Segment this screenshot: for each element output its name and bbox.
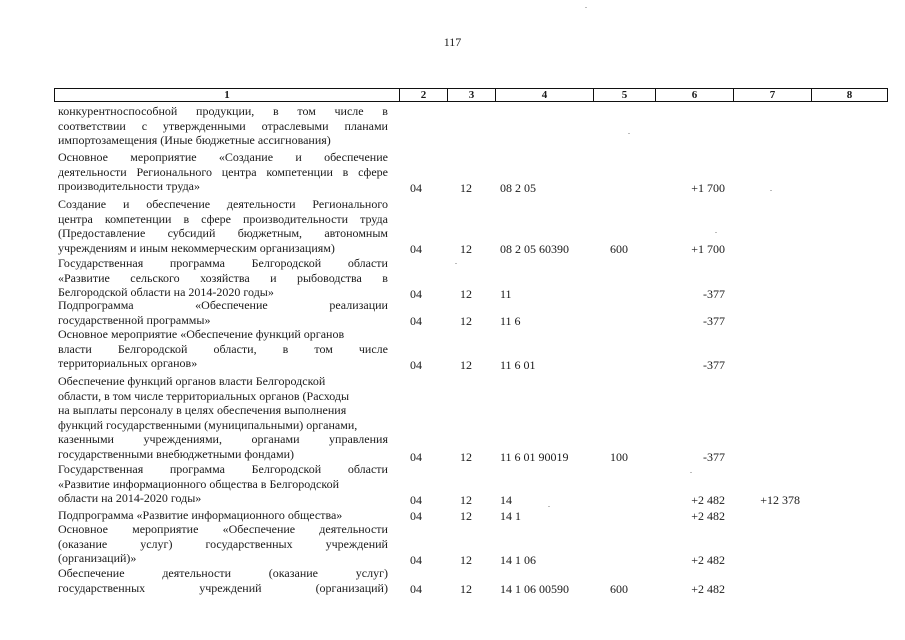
description-word: Регионального: [136, 164, 212, 179]
cell-col2: 04: [410, 287, 422, 301]
description-word: власти: [58, 341, 92, 356]
description-word: услуг): [355, 566, 388, 580]
description-word: реализации: [329, 298, 388, 312]
description-word: функций государственными (муниципальными) органами,: [58, 417, 358, 432]
description-word: Подпрограмма: [58, 298, 134, 312]
description-word: субсидий: [167, 226, 216, 241]
description-word: утвержденными: [162, 118, 246, 133]
description-word: Белгородской: [117, 341, 188, 356]
description-word: казенными: [58, 432, 114, 447]
row-description: [58, 197, 388, 255]
description-word: услуг): [140, 536, 173, 551]
description-word: области: [347, 462, 388, 476]
cell-col6: -377: [703, 450, 725, 464]
cell-col2: 04: [410, 553, 422, 567]
column-header-7: 7: [734, 89, 812, 101]
description-word: числе: [334, 104, 364, 118]
page-number: 117: [443, 35, 462, 49]
row-description: [58, 150, 388, 194]
column-header-4: 4: [496, 89, 594, 101]
column-header-1: 1: [55, 89, 400, 101]
cell-col4: 14: [500, 493, 512, 507]
description-word: территориальных органов»: [58, 356, 198, 371]
description-word: хозяйства: [200, 270, 250, 285]
description-line: [58, 356, 388, 371]
description-word: области,: [213, 341, 257, 356]
description-line: [58, 462, 388, 477]
description-word: «Развитие информационного общества в Белгородской: [58, 476, 340, 491]
description-line: [58, 491, 388, 506]
description-word: на выплаты персоналу в целях обеспечения выполнения: [58, 403, 347, 418]
description-word: производительности: [243, 211, 349, 226]
scan-speck: [770, 190, 772, 191]
cell-col6: -377: [703, 358, 725, 372]
cell-col6: +2 482: [691, 582, 725, 596]
description-line: [58, 342, 388, 357]
description-word: продукции,: [196, 104, 255, 118]
description-line: [58, 566, 388, 581]
cell-col5: 600: [610, 582, 628, 596]
description-word: Основное мероприятие «Обеспечение функций органов: [58, 327, 345, 341]
cell-col4: 08 2 05 60390: [500, 242, 569, 256]
description-word: государственных: [205, 536, 293, 551]
description-word: органами: [251, 432, 300, 447]
cell-col7: +12 378: [760, 493, 800, 507]
cell-col2: 04: [410, 450, 422, 464]
description-word: и: [295, 150, 302, 164]
cell-col4: 11 6 01: [500, 358, 536, 372]
description-word: «Обеспечение: [195, 298, 268, 312]
description-word: учреждений: [199, 580, 262, 595]
cell-col6: +1 700: [691, 181, 725, 195]
scan-speck: [715, 232, 717, 233]
description-line: [58, 133, 388, 148]
description-line: [58, 522, 388, 537]
description-line: [58, 165, 388, 180]
description-word: управления: [329, 432, 388, 447]
cell-col2: 04: [410, 582, 422, 596]
description-word: учреждений: [325, 536, 388, 551]
description-line: [58, 119, 388, 134]
description-word: (оказание: [268, 566, 318, 580]
cell-col6: -377: [703, 287, 725, 301]
description-word: с: [141, 118, 148, 133]
cell-col6: +1 700: [691, 242, 725, 256]
description-word: Регионального: [312, 197, 388, 211]
row-description: [58, 508, 388, 523]
description-word: Белгородской: [251, 462, 322, 476]
description-word: производительности труда»: [58, 179, 201, 194]
description-word: государственными внебюджетными фондами): [58, 446, 295, 461]
row-description: [58, 327, 388, 371]
description-word: государственных: [58, 580, 146, 595]
row-description: [58, 256, 388, 300]
scan-speck: [690, 472, 692, 473]
description-line: [58, 150, 388, 165]
row-description: [58, 462, 388, 506]
description-line: [58, 581, 388, 596]
description-word: Основное: [58, 150, 108, 164]
description-line: [58, 212, 388, 227]
description-word: Подпрограмма «Развитие информационного общества»: [58, 508, 343, 522]
cell-col4: 11 6: [500, 314, 521, 328]
cell-col3: 12: [460, 358, 472, 372]
scan-speck: [548, 506, 550, 507]
cell-col4: 08 2 05: [500, 181, 536, 195]
cell-col5: 100: [610, 450, 628, 464]
description-line: [58, 508, 388, 523]
cell-col4: 14 1 06 00590: [500, 582, 569, 596]
description-word: том: [297, 104, 316, 118]
description-line: [58, 447, 388, 462]
description-word: бюджетным,: [237, 226, 303, 241]
description-word: сфере: [358, 164, 388, 179]
description-line: [58, 477, 388, 492]
description-word: в: [282, 341, 289, 356]
description-word: «Обеспечение: [222, 522, 296, 536]
description-word: и: [270, 270, 277, 285]
description-word: импортозамещения (Иные бюджетные ассигнования): [58, 133, 331, 148]
scan-speck: [628, 133, 630, 134]
description-word: компетенции: [104, 211, 172, 226]
description-line: [58, 374, 388, 389]
description-line: [58, 104, 388, 119]
description-line: [58, 403, 388, 418]
description-line: [58, 256, 388, 271]
description-word: автономным: [324, 226, 388, 241]
description-word: отраслевыми: [261, 118, 329, 133]
description-word: в: [382, 270, 388, 285]
cell-col3: 12: [460, 287, 472, 301]
cell-col3: 12: [460, 181, 472, 195]
cell-col2: 04: [410, 242, 422, 256]
description-word: сельского: [130, 270, 180, 285]
cell-col5: 600: [610, 242, 628, 256]
description-word: соответствии: [58, 118, 126, 133]
description-word: деятельности: [226, 197, 296, 211]
description-word: числе: [358, 341, 388, 356]
description-word: том: [314, 341, 333, 356]
description-word: труда: [360, 211, 388, 226]
description-word: в: [342, 164, 349, 179]
column-header-3: 3: [448, 89, 496, 101]
cell-col6: +2 482: [691, 509, 725, 523]
cell-col2: 04: [410, 358, 422, 372]
cell-col4: 14 1 06: [500, 553, 536, 567]
cell-col6: +2 482: [691, 493, 725, 507]
description-word: программа: [169, 256, 225, 270]
cell-col6: +2 482: [691, 553, 725, 567]
row-description: [58, 566, 388, 595]
column-header-2: 2: [400, 89, 448, 101]
description-word: деятельности: [319, 522, 388, 536]
description-word: конкурентноспособной: [58, 104, 178, 118]
description-word: «Создание: [218, 150, 274, 164]
column-header-5: 5: [594, 89, 656, 101]
description-word: в: [382, 104, 388, 118]
description-word: Государственная: [58, 256, 144, 270]
description-line: [58, 327, 388, 342]
cell-col3: 12: [460, 553, 472, 567]
description-word: программа: [169, 462, 225, 476]
cell-col3: 12: [460, 242, 472, 256]
cell-col4: 11 6 01 90019: [500, 450, 569, 464]
cell-col6: -377: [703, 314, 725, 328]
scan-speck: [455, 263, 457, 264]
row-description: [58, 522, 388, 566]
description-word: деятельности: [58, 164, 127, 179]
cell-col3: 12: [460, 314, 472, 328]
description-line: [58, 179, 388, 194]
description-line: [58, 432, 388, 447]
description-line: [58, 226, 388, 241]
description-word: мероприятие: [132, 522, 199, 536]
description-word: Белгородской области на 2014-2020 годы»: [58, 285, 274, 300]
cell-col3: 12: [460, 450, 472, 464]
description-word: Создание: [58, 197, 107, 211]
column-header-6: 6: [656, 89, 734, 101]
row-description: [58, 298, 388, 327]
description-word: (организаций): [315, 580, 388, 595]
description-word: государственной программы»: [58, 312, 211, 327]
description-word: рыбоводства: [296, 270, 362, 285]
cell-col3: 12: [460, 493, 472, 507]
description-word: области: [347, 256, 388, 270]
description-word: центра: [58, 211, 93, 226]
description-word: (Предоставление: [58, 226, 146, 241]
description-word: деятельности: [162, 566, 232, 580]
description-word: сфере: [201, 211, 232, 226]
description-word: (оказание: [58, 536, 108, 551]
description-line: [58, 537, 388, 552]
description-word: «Развитие: [58, 270, 110, 285]
description-word: области, в том числе территориальных органов (Расходы: [58, 388, 350, 403]
description-word: обеспечение: [146, 197, 211, 211]
description-word: области на 2014-2020 годы»: [58, 491, 202, 506]
description-word: учреждениям и иным некоммерческим организациям): [58, 240, 335, 255]
description-line: [58, 241, 388, 256]
description-word: Обеспечение функций органов власти Белгородской: [58, 374, 326, 388]
column-header-8: 8: [846, 89, 853, 101]
description-word: в: [273, 104, 279, 118]
cell-col2: 04: [410, 314, 422, 328]
row-description: [58, 374, 388, 462]
scan-speck: [585, 7, 587, 8]
description-word: в: [183, 211, 190, 226]
description-word: (организаций)»: [58, 551, 137, 566]
cell-col2: 04: [410, 493, 422, 507]
description-word: Основное: [58, 522, 108, 536]
row-description: [58, 104, 388, 148]
table-header-row: [54, 88, 888, 102]
description-word: учреждениями,: [143, 432, 222, 447]
description-word: Государственная: [58, 462, 144, 476]
cell-col2: 04: [410, 181, 422, 195]
cell-col4: 11: [500, 287, 512, 301]
description-line: [58, 298, 388, 313]
description-line: [58, 197, 388, 212]
description-line: [58, 313, 388, 328]
description-line: [58, 271, 388, 286]
description-line: [58, 389, 388, 404]
description-word: Обеспечение: [58, 566, 125, 580]
description-word: планами: [344, 118, 388, 133]
cell-col4: 14 1: [500, 509, 521, 523]
description-line: [58, 551, 388, 566]
cell-col2: 04: [410, 509, 422, 523]
description-word: и: [122, 197, 130, 211]
cell-col3: 12: [460, 509, 472, 523]
description-word: компетенции: [266, 164, 333, 179]
description-word: Белгородской: [251, 256, 322, 270]
cell-col3: 12: [460, 582, 472, 596]
description-word: мероприятие: [130, 150, 197, 164]
description-word: центра: [221, 164, 257, 179]
description-word: обеспечение: [324, 150, 388, 164]
description-line: [58, 418, 388, 433]
